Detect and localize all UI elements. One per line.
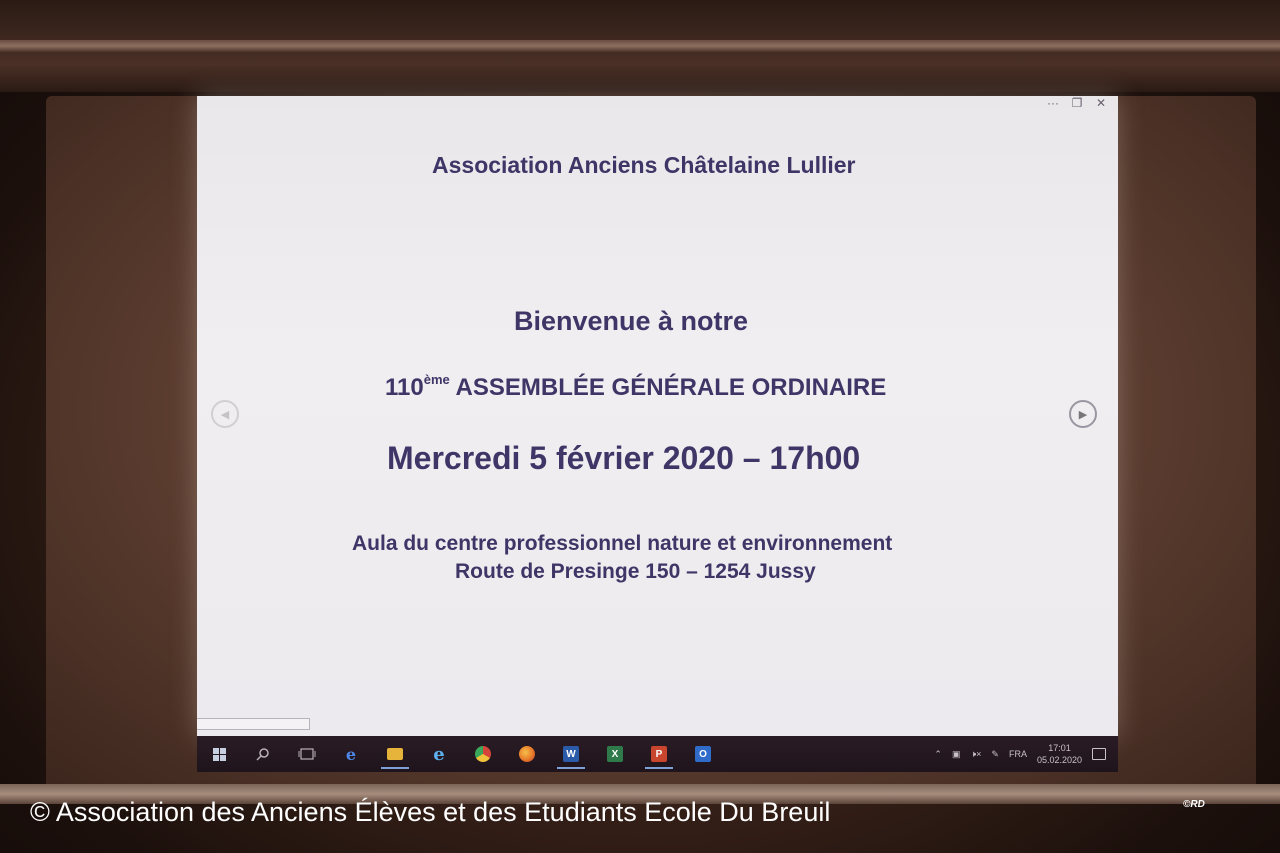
taskbar-app-firefox[interactable] [505, 736, 549, 772]
assembly-suffix: ème [423, 372, 450, 387]
taskbar-app-edge[interactable] [329, 736, 373, 772]
copyright-notice: © Association des Anciens Élèves et des Etudiants Ecole Du Breuil [30, 797, 831, 827]
location-line-2: Route de Presinge 150 – 1254 Jussy [455, 560, 816, 583]
edge-icon: e [345, 744, 357, 764]
screen-rod [0, 40, 1280, 52]
clock-date: 05.02.2020 [1036, 755, 1082, 765]
more-options-button[interactable]: ··· [1047, 96, 1059, 110]
chrome-icon [475, 746, 491, 762]
windows-icon [213, 748, 226, 761]
notification-center-icon[interactable] [1092, 748, 1106, 760]
assembly-heading [385, 374, 886, 402]
task-view-icon [298, 748, 316, 760]
outlook-icon: O [695, 746, 711, 762]
assembly-title: ASSEMBLÉE GÉNÉRALE ORDINAIRE [455, 374, 887, 401]
previous-slide-button[interactable] [211, 400, 239, 428]
system-clock[interactable] [1037, 742, 1082, 766]
search-button[interactable] [241, 736, 285, 772]
pen-icon[interactable]: ✎ [991, 748, 999, 759]
search-icon [256, 747, 270, 761]
clock-time: 17:01 [1048, 743, 1071, 753]
taskbar-app-internet-explorer[interactable] [417, 736, 461, 772]
volume-muted-icon[interactable]: 🕨× [970, 748, 982, 759]
welcome-text: Bienvenue à notre [514, 306, 749, 336]
task-view-button[interactable] [285, 736, 329, 772]
association-title: Association Anciens Châtelaine Lullier [432, 152, 856, 178]
start-button[interactable] [197, 736, 241, 772]
language-indicator[interactable]: FRA [1008, 749, 1027, 759]
taskbar-app-powerpoint[interactable] [637, 736, 681, 772]
word-icon: W [563, 746, 579, 762]
windows-taskbar [197, 736, 1118, 772]
network-icon[interactable]: ▣ [951, 748, 961, 759]
taskbar-app-chrome[interactable] [461, 736, 505, 772]
chevron-left-icon: ◀ [220, 408, 230, 421]
system-tray [934, 742, 1118, 766]
assembly-number: 110 [385, 374, 424, 401]
taskbar-app-outlook[interactable] [681, 736, 725, 772]
slideshow-window [197, 96, 1118, 736]
powerpoint-icon: P [651, 746, 667, 762]
play-next-icon: ▶ [1078, 408, 1088, 421]
photo-credit: ©RD [1183, 799, 1205, 810]
taskbar-app-word[interactable] [549, 736, 593, 772]
slide-progress-bar [197, 718, 310, 730]
restore-button[interactable]: ❐ [1071, 96, 1083, 110]
event-date-time: Mercredi 5 février 2020 – 17h00 [387, 440, 861, 476]
firefox-icon [519, 746, 535, 762]
next-slide-button[interactable] [1069, 400, 1097, 428]
excel-icon: X [607, 746, 623, 762]
close-button[interactable]: ✕ [1095, 96, 1107, 110]
folder-icon [387, 748, 403, 760]
taskbar-app-excel[interactable] [593, 736, 637, 772]
ie-icon: e [433, 743, 445, 765]
projector-screen-housing [0, 0, 1280, 92]
location-line-1: Aula du centre professionnel nature et environnement [352, 532, 893, 555]
taskbar-app-file-explorer[interactable] [373, 736, 417, 772]
window-controls [1046, 96, 1108, 110]
chevron-up-icon[interactable]: ⌃ [934, 748, 942, 759]
